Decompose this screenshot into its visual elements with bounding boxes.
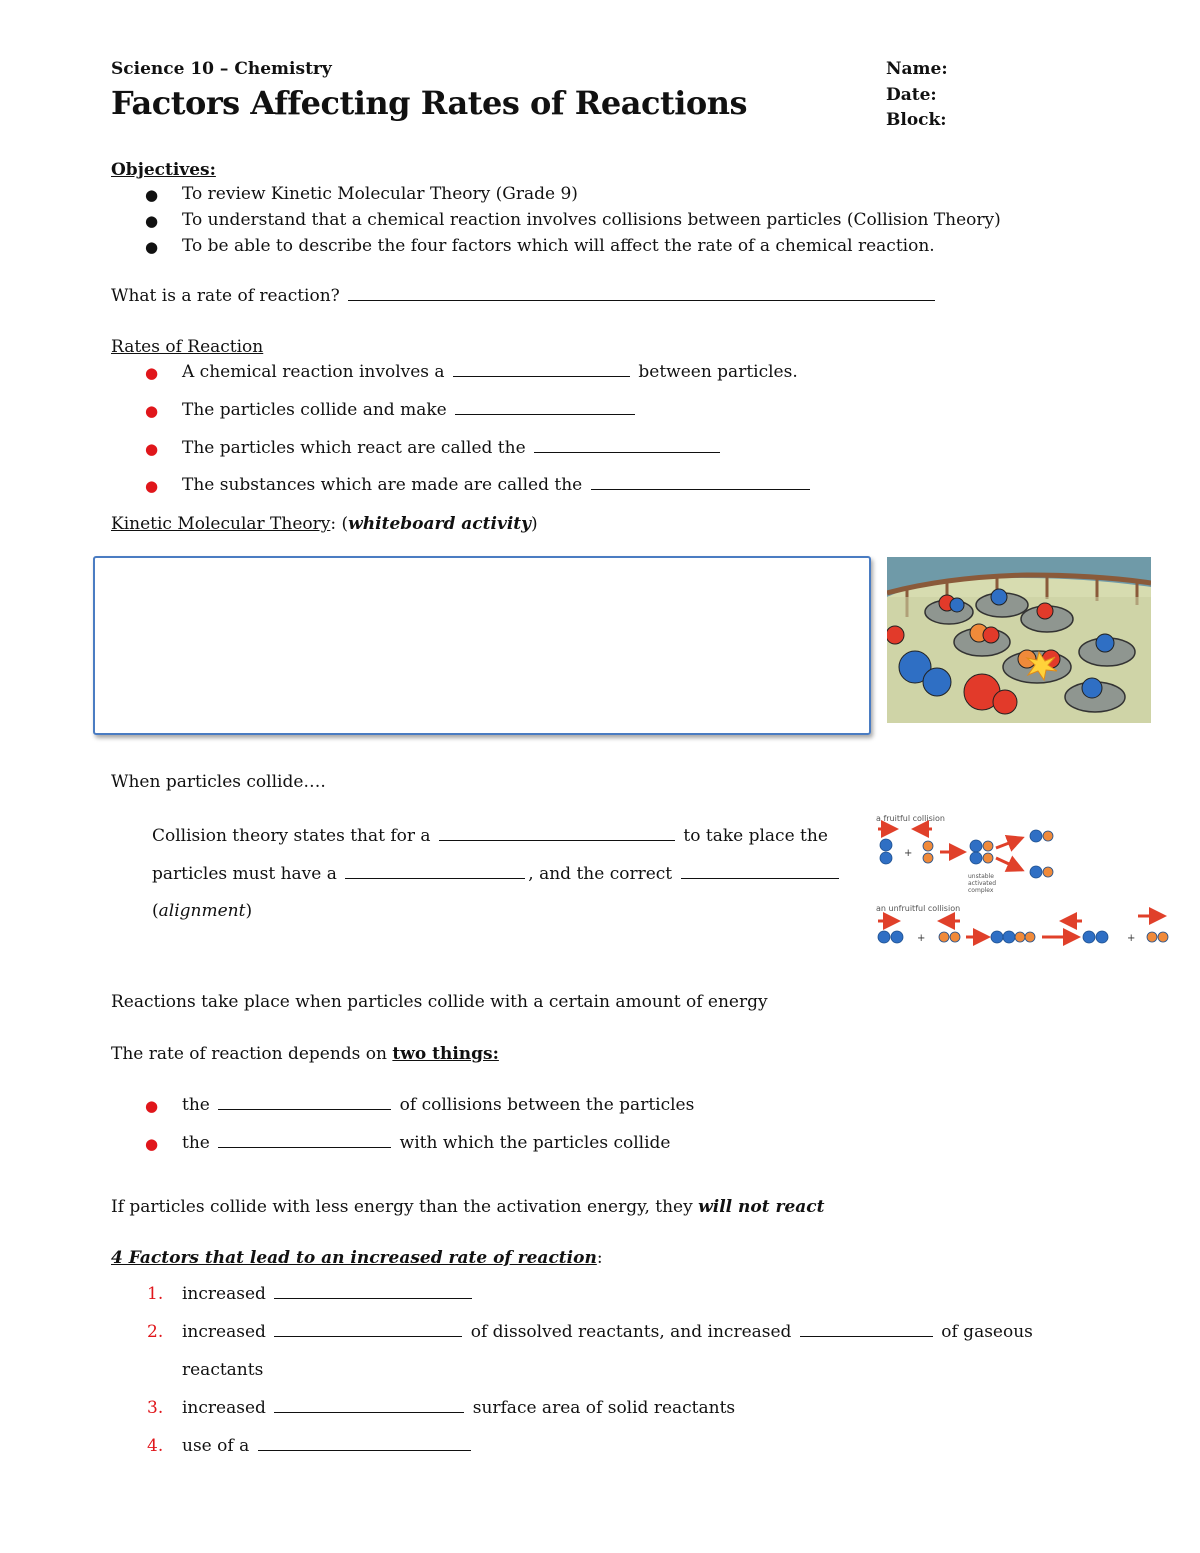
answer-blank[interactable] — [534, 438, 720, 453]
rates-item — [182, 438, 723, 458]
collision-theory-line — [152, 901, 252, 921]
block-label: Block: — [886, 110, 947, 130]
name-label: Name: — [886, 59, 948, 79]
answer-blank[interactable] — [591, 475, 810, 490]
whiteboard-answer-box[interactable] — [93, 556, 871, 735]
rates-item — [182, 362, 798, 382]
factor-number: 2. — [147, 1322, 164, 1342]
collision-text: particles must have a — [152, 864, 337, 884]
diagram-label: unstable — [968, 873, 994, 880]
rate-question-label: What is a rate of reaction? — [111, 286, 340, 306]
factor-item — [182, 1436, 474, 1456]
factor-text: of gaseous — [941, 1322, 1033, 1342]
bullet-icon: ● — [145, 440, 159, 458]
two-things: two things: — [392, 1044, 499, 1064]
depends-sentence — [111, 1044, 499, 1064]
objective-item: To be able to describe the four factors which will affect the rate of a chemical reaction. — [182, 236, 935, 256]
rates-item — [182, 400, 638, 420]
factor-text: increased — [182, 1322, 266, 1342]
rate-question — [111, 286, 938, 306]
diagram-label: complex — [968, 887, 994, 894]
rates-item-text: The substances which are made are called the — [182, 475, 583, 495]
kmt-heading-text: Kinetic Molecular Theory — [111, 514, 331, 534]
bullet-icon: ● — [145, 364, 159, 382]
svg-text:+: + — [917, 933, 926, 944]
rates-item — [182, 475, 813, 495]
course-subtitle: Science 10 – Chemistry — [111, 59, 332, 79]
factors-colon: : — [596, 1248, 603, 1268]
answer-blank[interactable] — [345, 864, 525, 879]
factor-number: 4. — [147, 1436, 164, 1456]
answer-blank[interactable] — [218, 1133, 391, 1148]
collision-text: to take place the — [683, 826, 828, 846]
factor-number: 3. — [147, 1398, 164, 1418]
date-label: Date: — [886, 85, 937, 105]
activation-sentence — [111, 1197, 825, 1217]
rates-item-text: A chemical reaction involves a — [182, 362, 445, 382]
kmt-activity: whiteboard activity — [348, 514, 532, 534]
factor-item — [182, 1322, 1033, 1342]
answer-blank[interactable] — [274, 1322, 462, 1337]
diagram-label: activated — [968, 880, 997, 887]
collision-text: ) — [245, 901, 253, 921]
bullet-icon: ● — [145, 212, 159, 230]
depends-item-text: with which the particles collide — [399, 1133, 671, 1153]
energy-sentence: Reactions take place when particles collide with a certain amount of energy — [111, 992, 768, 1012]
factors-heading-text: 4 Factors that lead to an increased rate of reaction — [111, 1248, 597, 1268]
factor-text: of dissolved reactants, and increased — [470, 1322, 792, 1342]
objectives-heading: Objectives: — [111, 160, 216, 180]
factor-text: increased — [182, 1284, 266, 1304]
collision-text: ( — [152, 901, 159, 921]
bullet-icon: ● — [145, 477, 159, 495]
objective-item: To review Kinetic Molecular Theory (Grade 9) — [182, 184, 578, 204]
kmt-heading — [111, 514, 538, 534]
bullet-icon: ● — [145, 186, 159, 204]
answer-blank[interactable] — [439, 826, 675, 841]
collision-theory-line — [152, 826, 828, 846]
answer-blank[interactable] — [681, 864, 839, 879]
bullet-icon: ● — [145, 1097, 159, 1115]
collision-text: , and the correct — [528, 864, 673, 884]
collision-text: Collision theory states that for a — [152, 826, 431, 846]
factor-text: use of a — [182, 1436, 250, 1456]
page-title: Factors Affecting Rates of Reactions — [111, 84, 748, 122]
depends-text: The rate of reaction depends on — [111, 1044, 393, 1064]
collision-diagram — [872, 810, 1172, 950]
depends-item — [182, 1095, 694, 1115]
answer-blank[interactable] — [453, 362, 630, 377]
diagram-label: a fruitful collision — [876, 814, 945, 823]
factor-number: 1. — [147, 1284, 164, 1304]
bumper-cars-illustration — [887, 557, 1151, 723]
objective-item: To understand that a chemical reaction involves collisions between particles (Collision Theory) — [182, 210, 1001, 230]
bullet-icon: ● — [145, 238, 159, 256]
answer-blank[interactable] — [274, 1398, 464, 1413]
factor-item — [182, 1398, 735, 1418]
answer-blank[interactable] — [800, 1322, 933, 1337]
kmt-colon: : ( — [330, 514, 349, 534]
kmt-close: ) — [531, 514, 538, 534]
depends-item — [182, 1133, 670, 1153]
rates-item-text: between particles. — [638, 362, 798, 382]
factors-heading — [111, 1248, 603, 1268]
svg-text:+: + — [1127, 933, 1136, 944]
will-not-react: will not react — [698, 1197, 825, 1217]
factor-item-continued: reactants — [182, 1360, 264, 1380]
svg-text:+: + — [904, 848, 913, 859]
bullet-icon: ● — [145, 1135, 159, 1153]
factor-text: increased — [182, 1398, 266, 1418]
factor-text: surface area of solid reactants — [472, 1398, 736, 1418]
answer-blank[interactable] — [455, 400, 635, 415]
depends-item-text: of collisions between the particles — [399, 1095, 695, 1115]
answer-blank[interactable] — [218, 1095, 391, 1110]
rates-heading: Rates of Reaction — [111, 337, 264, 357]
answer-blank[interactable] — [258, 1436, 471, 1451]
collide-intro: When particles collide…. — [111, 772, 326, 792]
alignment-word: alignment — [158, 901, 246, 921]
diagram-label: an unfruitful collision — [876, 904, 961, 913]
answer-blank[interactable] — [348, 286, 935, 301]
depends-item-text: the — [182, 1133, 210, 1153]
answer-blank[interactable] — [274, 1284, 472, 1299]
collision-theory-line — [152, 864, 842, 884]
rates-item-text: The particles collide and make — [182, 400, 447, 420]
depends-item-text: the — [182, 1095, 210, 1115]
factor-item — [182, 1284, 475, 1304]
bullet-icon: ● — [145, 402, 159, 420]
activation-text: If particles collide with less energy than the activation energy, they — [111, 1197, 699, 1217]
rates-item-text: The particles which react are called the — [182, 438, 526, 458]
